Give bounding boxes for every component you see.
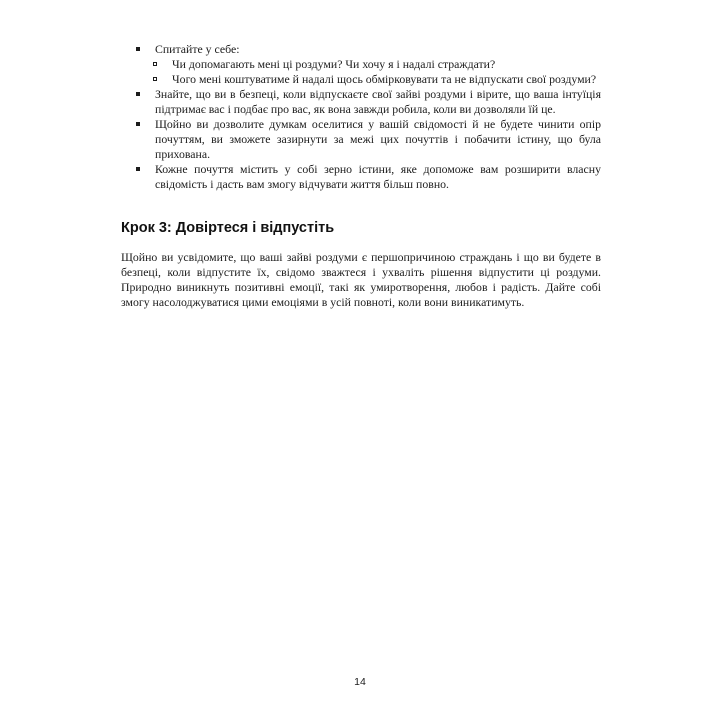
bullet-square-outline-icon xyxy=(153,77,157,81)
bullet-square-icon xyxy=(136,92,140,96)
page-number: 14 xyxy=(354,676,366,688)
sub-list-item-text: Чого мені коштуватиме й надалі щось обмірковувати та не відпускати свої роздуми? xyxy=(172,72,597,86)
list-item-text: Кожне почуття містить у собі зерно істини, яке допоможе вам розширити власну свідомість і дасть вам змогу відчувати життя більш повно. xyxy=(155,162,601,191)
bullet-square-icon xyxy=(136,122,140,126)
page-content xyxy=(121,42,601,310)
section-heading: Крок 3: Довіртеся і відпустіть xyxy=(121,220,335,236)
sub-list-item-text: Чи допомагають мені ці роздуми? Чи хочу я і надалі страждати? xyxy=(172,57,496,71)
list-item-text: Знайте, що ви в безпеці, коли відпускаєте свої зайві роздуми і вірите, що ваша інтуїція підтримає вас і подбає про вас, як вона завжди робила, коли ви дозволяли їй це. xyxy=(155,87,601,116)
sub-list-item xyxy=(121,72,601,87)
list-item xyxy=(121,162,601,192)
sub-list-item xyxy=(121,57,601,72)
bullet-square-icon xyxy=(136,47,140,51)
bullet-square-icon xyxy=(136,167,140,171)
list-item xyxy=(121,87,601,117)
body-paragraph: Щойно ви усвідомите, що ваші зайві роздуми є першопричиною страждань і що ви будете в безпеці, коли відпустите їх, свідомо зважтеся і ухваліть рішення відпустити ці роздуми. Природно виникнуть позитивні емоції, такі як умиротворення, любов і радість. Дайте собі змогу насолоджуватися цими емоціями в усій повноті, коли вони виникатимуть. xyxy=(121,250,601,309)
list-item-text: Спитайте у себе: xyxy=(155,42,240,56)
bullet-list xyxy=(121,42,601,192)
list-item xyxy=(121,42,601,57)
list-item-text: Щойно ви дозволите думкам оселитися у вашій свідомості й не будете чинити опір почуттям, ви зможете зазирнути за межі цих почуттів і побачити істину, що була прихована. xyxy=(155,117,601,161)
bullet-square-outline-icon xyxy=(153,62,157,66)
list-item xyxy=(121,117,601,162)
